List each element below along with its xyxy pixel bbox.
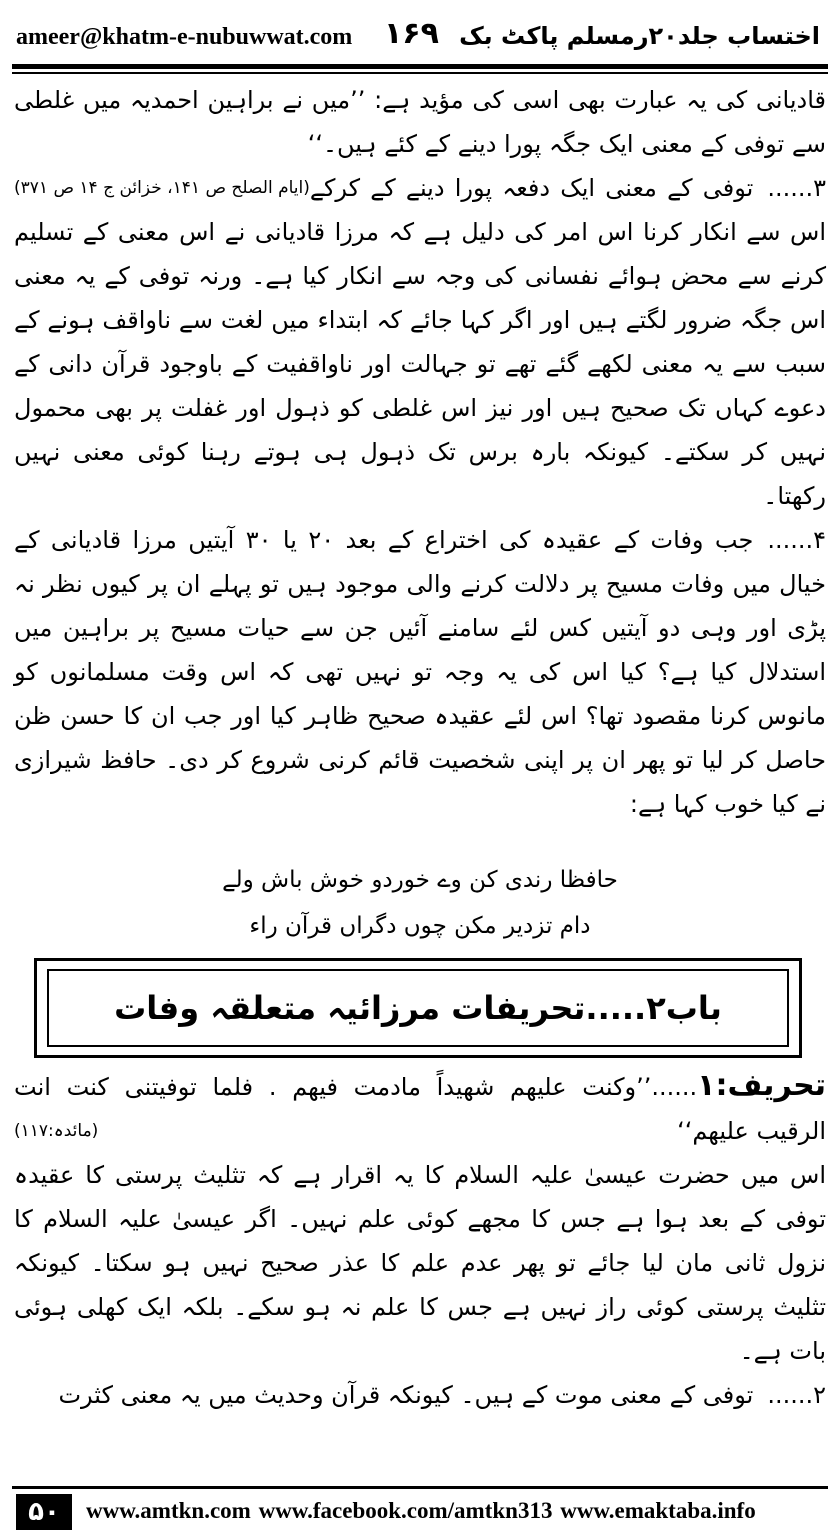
- paragraph-4-text: جب وفات کے عقیدہ کی اختراع کے بعد ۲۰ یا ۳۰ آیتیں مرزا قادیانی کے خیال میں وفات مسیح پر دلالت کرنے والی موجود ہیں تو پہلے ان پر کیوں نظر نہ پڑی اور وہی دو آیتیں کس لئے سامنے آئیں جن سے حیات مسیح پر براہین میں استدلال کیا ہے؟ کیا اس کی یہ وجہ تو نہیں تھی کہ اس وقت مسلمانوں کو مانوس کرنا مقصود تھا؟ اس لئے عقیدہ صحیح ظاہر کیا اور جب ان کا حسن ظن حاصل کر لیا تو پھر ان پر اپنی شخصیت قائم کرنی شروع کر دی۔ حافظ شیرازی نے کیا خوب کہا ہے:: [14, 526, 826, 818]
- footer-rule: [12, 1486, 828, 1489]
- header-email: ameer@khatm-e-nubuwwat.com: [16, 24, 353, 50]
- paragraph-3: [14, 166, 826, 518]
- point-number: ۳......: [767, 174, 826, 202]
- main-text-block: [14, 78, 826, 826]
- footer-page-number: ۵۰: [16, 1494, 72, 1530]
- chapter-heading-inner-frame: [47, 969, 789, 1047]
- paragraph-2: [14, 1373, 826, 1417]
- header-page-number: ۱۶۹: [384, 16, 439, 51]
- paragraph-a-text: اس میں حضرت عیسیٰ علیہ السلام کا یہ اقرار ہے کہ تثلیث پرستی کا عقیدہ توفی کے بعد ہوا ہے جس کا مجھے کوئی علم نہیں۔ اگر عیسیٰ علیہ السلام کا نزول ثانی مان لیا جائے تو پھر عدم علم کا عذر صحیح نہیں ہو سکتا۔ کیونکہ تثلیث پرستی کوئی راز نہیں ہے جس کا علم نہ ہو سکے۔ بلکہ ایک کھلی ہوئی بات ہے۔: [14, 1161, 826, 1365]
- poem-line-2: دام تزدیر مکن چوں دگراں قرآن راء: [249, 913, 591, 939]
- tahrif-quote: ......’’وکنت علیھم شھیداً مادمت فیھم . فلما توفیتنی كنت انت الرقیب علیھم‘‘: [14, 1073, 826, 1145]
- footer-links: www.amtkn.com www.facebook.com/amtkn313 www.emaktaba.info: [86, 1498, 756, 1523]
- paragraph-a: [14, 1153, 826, 1373]
- point-number: ۴......: [767, 526, 827, 554]
- paragraph-4: [14, 518, 826, 826]
- header-rule-thick: [12, 64, 828, 69]
- page-header: [12, 14, 826, 64]
- chapter-heading-box: [34, 958, 802, 1058]
- tahrif-paragraph: [14, 1064, 826, 1153]
- chapter-title: باب۲.....تحریفات مرزائیہ متعلقہ وفات: [114, 989, 722, 1027]
- tahrif-reference: (مائدہ:۱۱۷): [14, 1121, 99, 1141]
- header-rule-thin: [12, 72, 828, 74]
- paragraph-quote: [14, 78, 826, 198]
- paragraph-2-text: توفی کے معنی موت کے ہیں۔ کیونکہ قرآن وحدیث میں یہ معنی کثرت: [58, 1381, 754, 1409]
- paragraph-3-text: توفی کے معنی ایک دفعہ پورا دینے کے کرکے اس سے انکار کرنا اس امر کی دلیل ہے کہ مرزا قادیانی نے اس معنی کے تسلیم کرنے سے محض ہوائے نفسانی کی وجہ سے انکار کیا ہے۔ ورنہ توفی کے یہ معنی اس جگہ ضرور لگتے ہیں اور اگر کہا جائے کہ ابتداء میں لغت سے ناواقف ہونے کے سبب سے یہ معنی لکھے گئے تھے تو جہالت اور ناواقفیت کے باوجود قرآن دانی کے دعوے کہاں تک صحیح ہیں اور نیز اس غلطی کو ذہول اور غفلت پر بھی محمول نہیں کر سکتے۔ کیونکہ بارہ برس تک ذہول ہی ہوتے رہنا کوئی معنی نہیں رکھتا۔: [14, 174, 826, 510]
- section-text-block: [14, 1064, 826, 1417]
- poem-line-1: حافظا رندی کن وے خوردو خوش باش ولے: [222, 867, 618, 893]
- tahrif-label: تحریف:۱: [697, 1068, 826, 1103]
- point-number: ۲......: [767, 1381, 826, 1409]
- reference-citation: (ایام الصلح ص ۱۴۱، خزائن ج ۱۴ ص ۳۷۱): [14, 178, 310, 198]
- header-book-title: اختساب جلد۲۰رمسلم پاکٹ بک: [459, 22, 820, 50]
- paragraph-quote-text: قادیانی کی یہ عبارت بھی اسی کی مؤید ہے: ’’میں نے براہین احمدیہ میں غلطی سے توفی کے معنی ایک جگہ پورا دینے کے کئے ہیں۔‘‘: [14, 86, 826, 158]
